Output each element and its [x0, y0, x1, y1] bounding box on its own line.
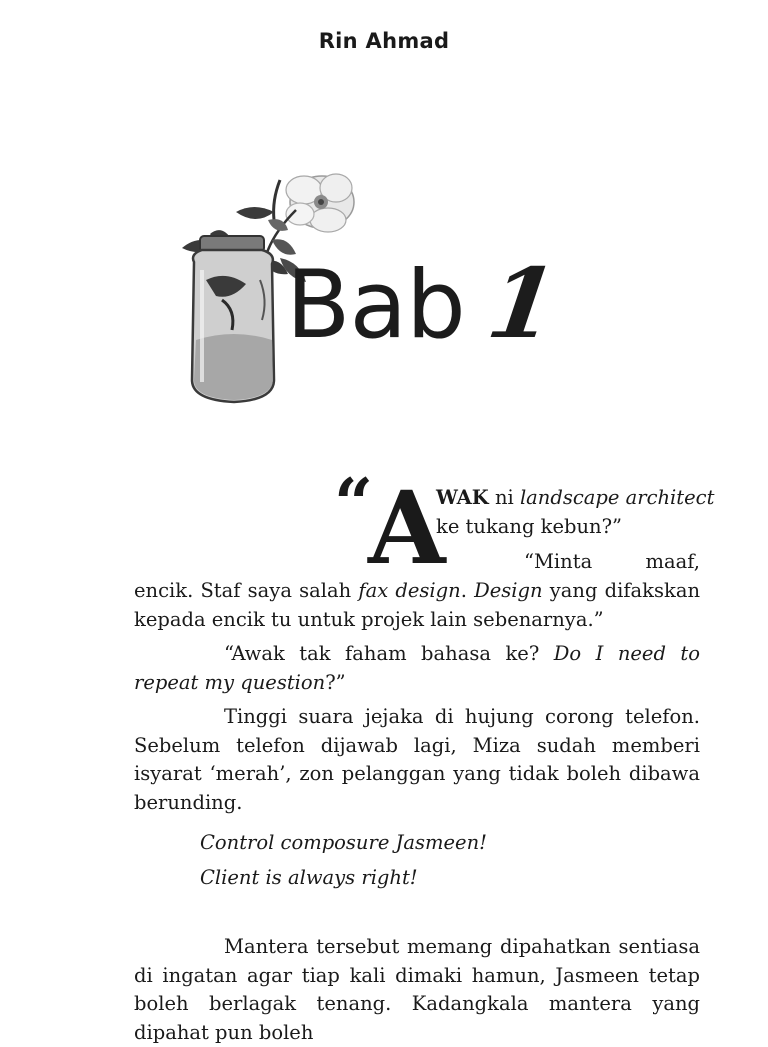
mantra-line-1: Control composure Jasmeen! [200, 831, 487, 854]
opening-line-1-text: ni [494, 486, 514, 509]
glass-jar-icon [192, 236, 274, 402]
p1-text-c: . [460, 579, 475, 602]
p1-italic-d: Design [474, 579, 543, 602]
paragraph-3: Tinggi suara jejaka di hujung corong telefon. Sebelum telefon dijawab lagi, Miza sudah memberi isyarat ‘merah’, zon pelanggan yang tidak boleh dibawa berunding. [134, 705, 700, 814]
p2-text-a: “Awak tak faham bahasa ke? [224, 642, 554, 665]
p2-text-c: ?” [325, 670, 346, 694]
opening-line-1-italic: landscape architect [519, 486, 715, 509]
p1-italic-b: fax design [358, 579, 461, 602]
chapter-label: Bab [286, 251, 465, 360]
paragraph-1 [134, 577, 700, 634]
drop-cap-letter: A [368, 469, 446, 587]
opening-lines [436, 484, 715, 541]
opening-line-2: ke tukang kebun?” [436, 514, 623, 538]
opening-line-1 [436, 484, 715, 513]
author-name: Rin Ahmad [318, 29, 450, 53]
rose-flower-icon [286, 174, 354, 232]
chapter-number: 1 [480, 247, 563, 360]
opening-caps-word: WAK [436, 486, 489, 509]
mantra-line-2: Client is always right! [200, 865, 418, 889]
p2-italic-b: Do I need to repeat my question [134, 642, 700, 694]
chapter-heading [286, 247, 563, 360]
paragraph-4: Mantera tersebut memang dipahatkan sentiasa di ingatan agar tiap kali dimaki hamun, Jasmeen tetap boleh berlagak tenang. Kadangkala mantera yang dipahat pun boleh [134, 935, 700, 1044]
opening-line-3: “Minta maaf, [524, 550, 700, 573]
mantra-block [200, 829, 700, 892]
p1-text-a: encik. Staf saya salah [134, 579, 359, 602]
paragraph-2 [134, 640, 700, 697]
opening-quote-mark: “ [334, 464, 374, 544]
p1-text-e: yang difakskan kepada encik tu untuk projek lain sebenarnya.” [134, 579, 701, 631]
